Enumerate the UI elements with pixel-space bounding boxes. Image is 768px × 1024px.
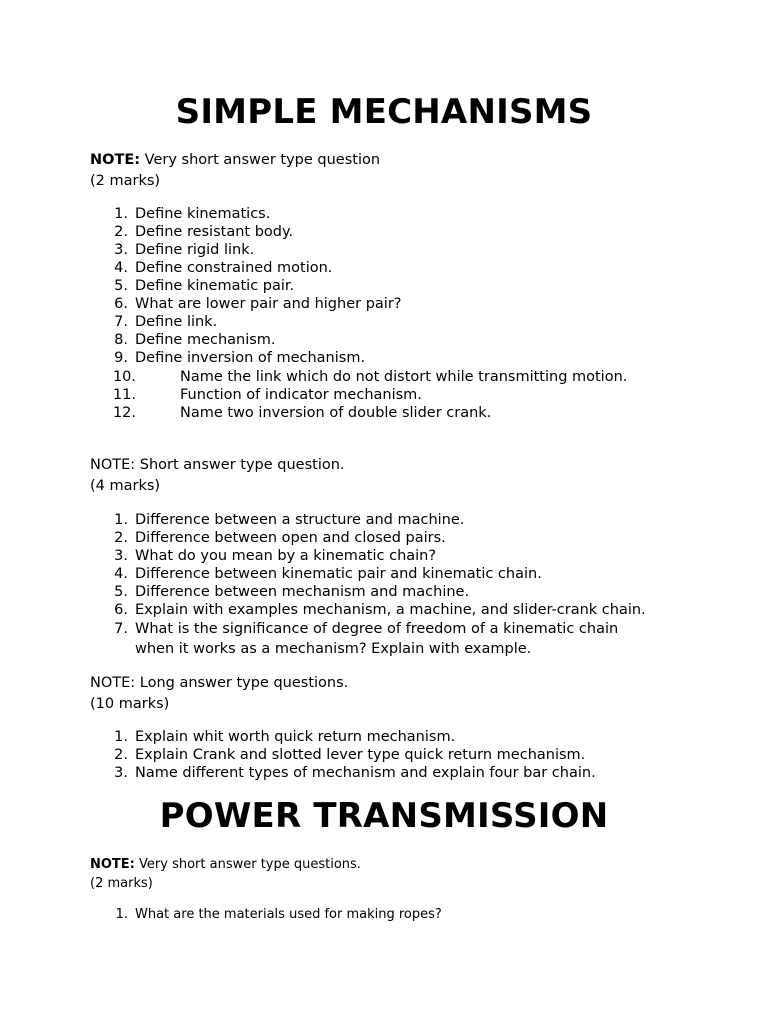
list-item-continuation: when it works as a mechanism? Explain with example. [135, 641, 532, 657]
note-label: NOTE: [90, 152, 141, 168]
note-very-short [90, 856, 361, 874]
note-very-short [90, 151, 380, 169]
note-short: NOTE: Short answer type question. [90, 457, 345, 473]
note-text: Very short answer type questions. [134, 857, 361, 872]
section-title-power-transmission: POWER TRANSMISSION [159, 796, 609, 836]
marks-label: (4 marks) [90, 478, 161, 494]
note-text: Very short answer type question [140, 152, 381, 168]
document-page: SIMPLE MECHANISMS NOTE: Very short answer type question (2 marks) 1. Define kinematics. 2. Define resistant body. 3. Define rigid link. 4. Define constrained motion. 5. Define kinematic pair. 6. What are lower pair and higher pair? 7. Define link. 8. Define mechanism. 9. Define inversion of mechanism. 10. Name the link which do not distort while transmitting motion. 11. Function of indicator mechanism. 12. Name two inversion of double slider crank. NOTE: Short answer type question. (4 marks) 1. Difference between a structure and machine. 2. Difference between open and closed pairs. 3. What do you mean by a kinematic chain? 4. Difference between kinematic pair and kinematic chain. 5. Difference between mechanism and machine. 6. Explain with examples mechanism, a machine, and slider-crank chain. 7. What is the significance of degree of freedom of a kinematic chain when it works as a mechanism? Explain with example. NOTE: Long answer type questions. (10 marks) 1. Explain whit worth quick return mechanism. 2. Explain Crank and slotted lever type quick return mechanism. 3. Name different types of mechanism and explain four bar chain. POWER TRANSMISSION NOTE: Very short answer type questions. (2 marks) 1. What are the materials used for making ropes? [0, 0, 768, 1024]
section-title-simple-mechanisms: SIMPLE MECHANISMS [175, 92, 593, 132]
marks-label: (2 marks) [90, 876, 153, 891]
note-label: NOTE: [90, 857, 135, 872]
marks-label: (10 marks) [90, 696, 170, 712]
marks-label: (2 marks) [90, 173, 161, 189]
note-long: NOTE: Long answer type questions. [90, 675, 349, 691]
